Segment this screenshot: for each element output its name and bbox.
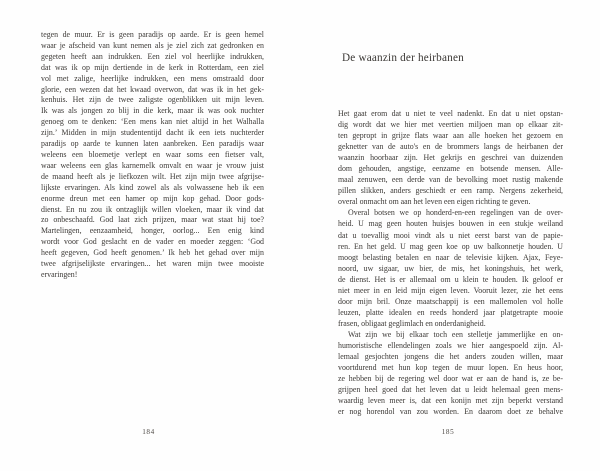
text-line: voortdurend met hun kop tegen de muur lopen. En heus hoor,: [338, 363, 563, 373]
right-page-number: 185: [441, 428, 455, 436]
text-line: waar je afscheid van kunt nemen als je ziel zich zat gedronken en: [41, 40, 264, 50]
text-line: vol met zalige, heerlijke indrukken, een mens omstraald door: [41, 73, 264, 83]
text-line: gegeten heeft aan indrukken. Een ziel vol heerlijke indrukken,: [41, 51, 264, 61]
text-line: de maand heeft als je liefkozen wilt. Het zijn mijn twee afgrijse-: [41, 171, 264, 181]
text-line: niet meer in en leid mijn eigen leven. Vooruit lezer, zie het eens: [338, 285, 563, 295]
left-text-column: [41, 30, 264, 281]
text-line: heid. U mag geen houten huisjes bouwen in een stukje weiland: [338, 219, 563, 229]
text-line: noord, uw sigaar, uw bier, de mis, het koningshuis, het werk,: [338, 263, 563, 273]
left-page-number: 184: [142, 428, 155, 436]
text-line: Wat zijn we bij elkaar toch een stelletje jammerlijke en on-: [348, 329, 563, 339]
text-line: waardig leven meer is, dat een konijn met zijn beperkt verstand: [338, 396, 563, 406]
text-line: waar weleens een glas karnemelk omvalt en waar je vrouw juist: [41, 160, 264, 170]
text-line: dom gehouden, angstige, eenzame en botsende mensen. Alle-: [338, 164, 563, 174]
text-line: paradijs op aarde te kunnen laten aanbreken. Een paradijs waar: [41, 139, 264, 149]
text-line: de dienst. Het is er allemaal om u klein te houden. Ik geloof er: [338, 274, 563, 284]
text-line: ten gepropt in grijze flats waar aan alle hoeken het gezoem en: [338, 131, 563, 141]
text-line: er nog horendol van zou worden. En daarom doet ze behalve: [338, 407, 563, 417]
text-line: Martelingen, eenzaamheid, honger, oorlog... Een enig kind: [41, 226, 264, 236]
text-line: Het gaat erom dat u niet te veel nadenkt. En dat u niet opstan-: [338, 109, 563, 118]
text-line: kenhuis. Het zijn de twee zaligste ogenblikken uit mijn leven.: [41, 95, 264, 105]
text-line: maal zenuwen, een derde van de bevolking moet rustig makende: [338, 175, 563, 185]
text-line: enorme dreun met een hamer op mijn kop gehad. Door gods-: [41, 193, 264, 203]
text-line: zo onbeschaafd. God laat zich prijzen, maar wat staat hij toe?: [41, 215, 264, 225]
text-line: lijkste ervaringen. Als kind zowel als als volwassene heb ik een: [41, 182, 264, 192]
text-line: moogt belasting betalen en naar de televisie kijken. Ajax, Feye-: [338, 252, 563, 262]
chapter-heading: De waanzin der heirbanen: [342, 52, 464, 64]
text-line: dat u toevallig mooi vindt als u niet eerst barst van de papie-: [338, 230, 563, 240]
text-line: door mijn bril. Onze maatschappij is een mallemolen vol holle: [338, 296, 563, 306]
text-line: humoristische ellendelingen zoals we hier aangespoeld zijn. Al-: [338, 340, 563, 350]
text-line: dat was ik op mijn dertiende in de kerk in Rotterdam, een ziel: [41, 62, 264, 72]
paragraph: [338, 207, 563, 329]
text-line: wordt voor God geslacht en de vader en moeder zeggen: ‘God: [41, 237, 264, 247]
text-line: grijpen heel goed dat het leven dat u leidt helemaal geen mens-: [338, 385, 563, 395]
text-line: dig wordt dat we hier met veertien miljoen man op elkaar zit-: [338, 120, 563, 130]
text-line: twee afgrijselijkste ervaringen... het waren mijn twee mooiste: [41, 259, 264, 269]
text-line: frasen, obligaat geglimlach en onderdanigheid.: [338, 318, 486, 328]
right-text-column: [338, 108, 563, 417]
text-line: Overal botsen we op honderd-en-een regelingen van de over-: [348, 208, 563, 218]
text-line: glorie, een wezen dat het kwaad overwon, dat was ik in het gek-: [41, 84, 264, 94]
text-line: zijn.’ Midden in mijn studententijd dacht ik een iets nuchterder: [41, 128, 264, 138]
text-line: ze hebben bij de regering wel door wat er aan de hand is, ze be-: [338, 374, 563, 384]
paragraph: [338, 108, 563, 207]
text-line: heeft gegeven, God heeft genomen.’ Ik heb het gehad over mijn: [41, 248, 264, 258]
text-line: tegen de muur. Er is geen paradijs op aarde. Er is geen hemel: [41, 30, 264, 39]
text-line: ervaringen!: [41, 269, 78, 279]
text-line: geknetter van de auto's en de brommers langs de heirbanen der: [338, 142, 563, 152]
text-line: lemaal gesjochten jongens die het anders zouden willen, maar: [338, 352, 563, 362]
text-line: Ik was als jongen zo blij in die kerk, maar ik was ook nuchter: [41, 106, 264, 116]
text-line: weleens een bloemetje verlept en waar soms een fietser valt,: [41, 149, 264, 159]
text-line: leuzen, platte idealen en reeds honderd jaar platgetrapte mooie: [338, 307, 563, 317]
text-line: genoeg om te denken: ‘Een mens kan niet altijd in het Walhalla: [41, 117, 264, 127]
text-line: overal onmacht om aan het leven een eigen richting te geven.: [338, 197, 531, 207]
text-line: dienst. En nu zou ik ontzaglijk willen vloeken, maar ik vind dat: [41, 204, 264, 214]
paragraph: [338, 329, 563, 417]
text-line: waanzin hoorbaar zijn. Het gekrijs en geschrei van duizenden: [338, 153, 563, 163]
text-line: pillen slikken, anders geschiedt er een ramp. Nergens zekerheid,: [338, 186, 563, 196]
text-line: ren. En het geld. U mag geen koe op uw balkonnetje houden. U: [338, 241, 563, 251]
